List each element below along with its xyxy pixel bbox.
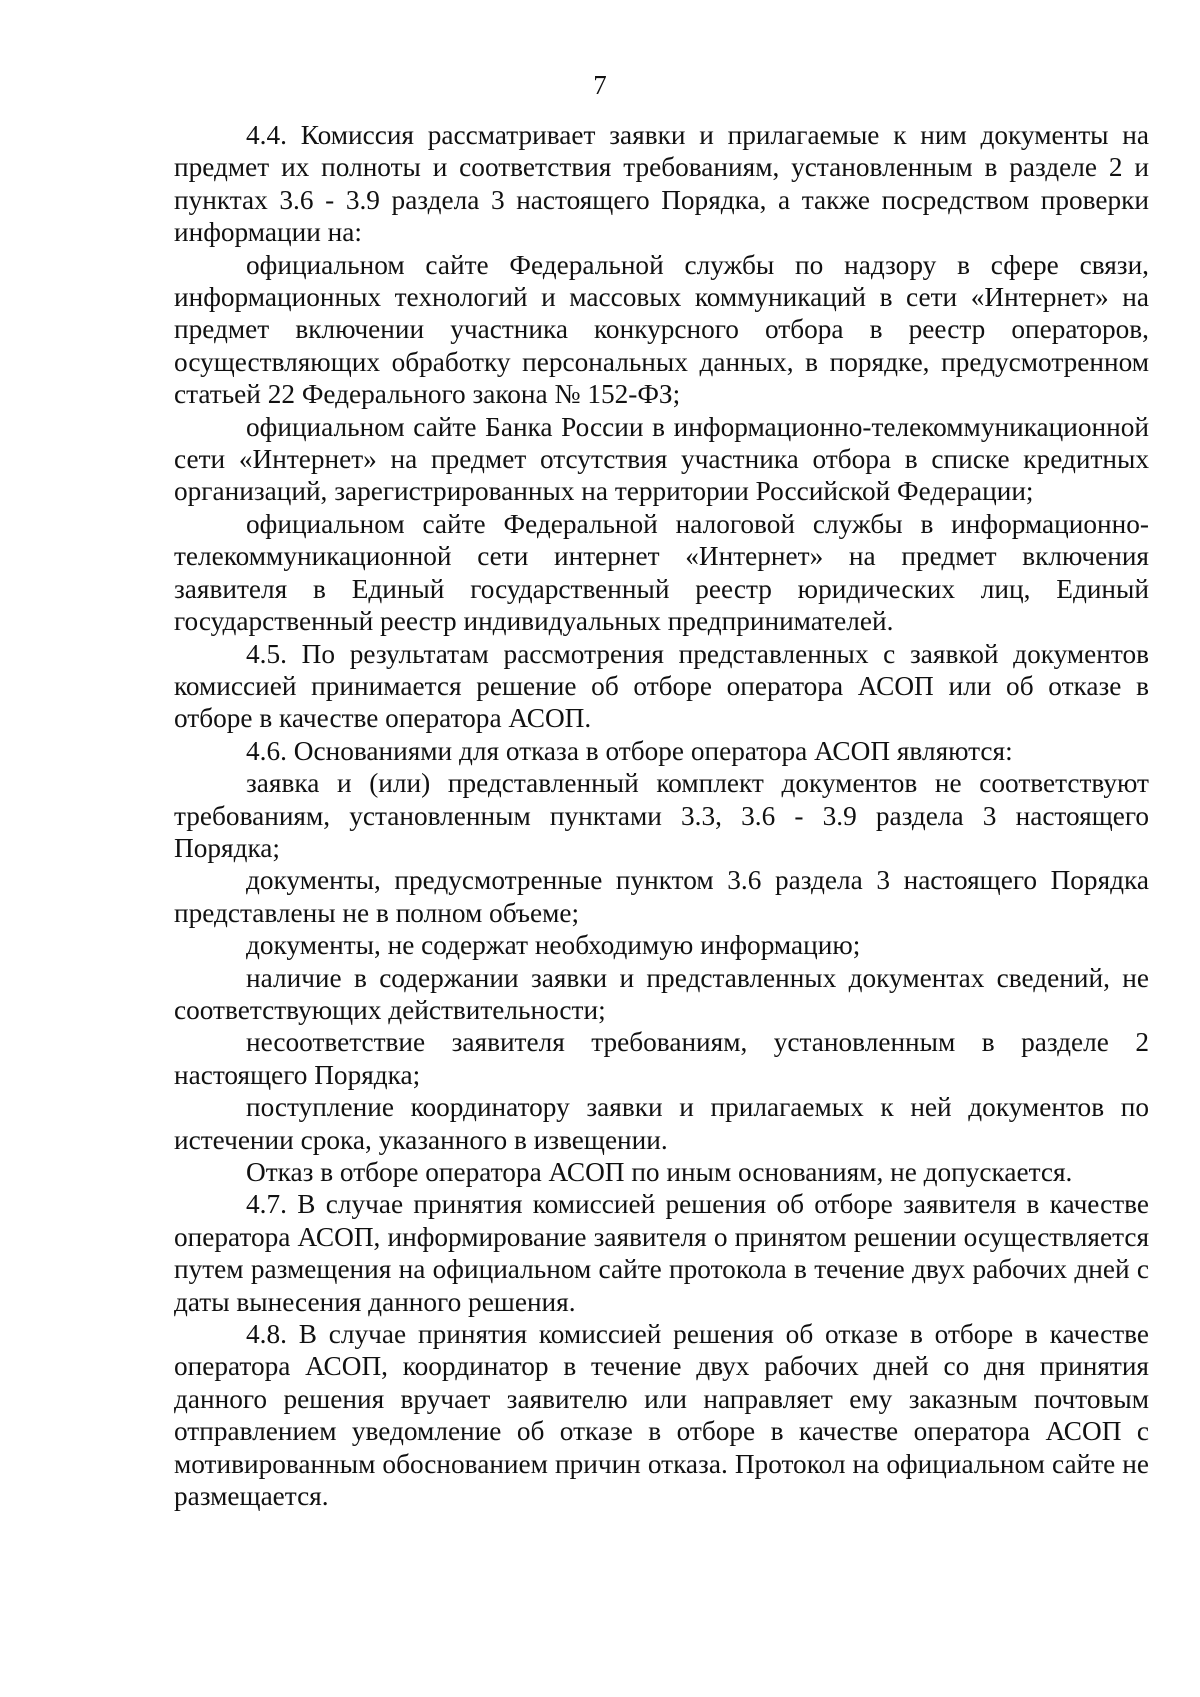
paragraph-no-other-grounds: Отказ в отборе оператора АСОП по иным основаниям, не допускается. bbox=[246, 1157, 1073, 1187]
paragraph-bank-of-russia-check: официальном сайте Банка России в информационно-телекоммуникационной сети «Интернет» на предмет отсутствия участника отбора в списке кредитных организаций, зарегистрированных на территории Российской Федерации; bbox=[174, 411, 1149, 507]
paragraph-refusal-ground-6: поступление координатору заявки и прилагаемых к ней документов по истечении срока, указанного в извещении. bbox=[174, 1092, 1149, 1155]
paragraph-4-4: 4.4. Комиссия рассматривает заявки и прилагаемые к ним документы на предмет их полноты и соответствия требованиям, установленным в разделе 2 и пунктах 3.6 - 3.9 раздела 3 настоящего Порядка, а также посредством проверки информации на: bbox=[174, 120, 1149, 248]
page-number: 7 bbox=[593, 70, 607, 100]
document-body bbox=[174, 119, 1149, 1512]
paragraph-refusal-ground-2: документы, предусмотренные пунктом 3.6 раздела 3 настоящего Порядка представлены не в полном объеме; bbox=[174, 865, 1149, 928]
paragraph-4-6: 4.6. Основаниями для отказа в отборе оператора АСОП являются: bbox=[246, 735, 1013, 766]
paragraph-refusal-ground-5: несоответствие заявителя требованиям, установленным в разделе 2 настоящего Порядка; bbox=[174, 1027, 1149, 1090]
paragraph-4-5: 4.5. По результатам рассмотрения представленных с заявкой документов комиссией принимается решение об отборе оператора АСОП или об отказе в отборе в качестве оператора АСОП. bbox=[174, 638, 1149, 734]
paragraph-refusal-ground-3: документы, не содержат необходимую информацию; bbox=[246, 930, 861, 961]
paragraph-roskomnadzor-check: официальном сайте Федеральной службы по надзору в сфере связи, информационных технологий и массовых коммуникаций в сети «Интернет» на предмет включении участника конкурсного отбора в реестр операторов, осуществляющих обработку персональных данных, в порядке, предусмотренном статьей 22 Федерального закона № 152-ФЗ; bbox=[174, 249, 1149, 410]
paragraph-refusal-ground-1: заявка и (или) представленный комплект документов не соответствуют требованиям, установленным пунктами 3.3, 3.6 - 3.9 раздела 3 настоящего Порядка; bbox=[174, 768, 1149, 863]
paragraph-4-7: 4.7. В случае принятия комиссией решения об отборе заявителя в качестве оператора АСОП, информирование заявителя о принятом решении осуществляется путем размещения на официальном сайте протокола в течение двух рабочих дней с даты вынесения данного решения. bbox=[174, 1189, 1149, 1317]
paragraph-tax-service-check: официальном сайте Федеральной налоговой службы в информационно-телекоммуникационной сети интернет «Интернет» на предмет включения заявителя в Единый государственный реестр юридических лиц, Единый государственный реестр индивидуальных предпринимателей. bbox=[174, 508, 1149, 637]
paragraph-4-8: 4.8. В случае принятия комиссией решения об отказе в отборе в качестве оператора АСОП, координатор в течение двух рабочих дней со дня принятия данного решения вручает заявителю или направляет ему заказным почтовым отправлением уведомление об отказе в отборе в качестве оператора АСОП с мотивированным обоснованием причин отказа. Протокол на официальном сайте не размещается. bbox=[174, 1319, 1149, 1512]
paragraph-refusal-ground-4: наличие в содержании заявки и представленных документах сведений, не соответствующих действительности; bbox=[174, 962, 1149, 1025]
